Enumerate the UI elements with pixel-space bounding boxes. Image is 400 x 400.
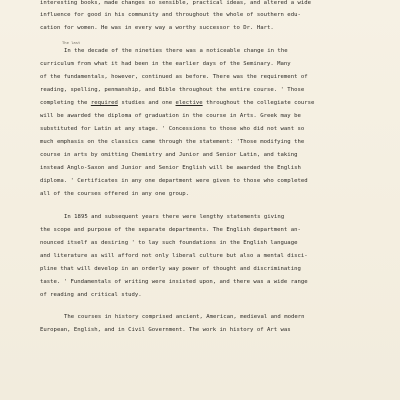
body-line: interesting books, made changes so sensible, practical ideas, and altered a wide	[40, 0, 312, 6]
body-line: taste. ' Fundamentals of writing were insisted upon, and there was a wide range	[40, 279, 308, 285]
body-line: reading, spelling, penmanship, and Bible throughout the entire course. ' Those	[40, 87, 305, 93]
body-line: substituted for Latin at any stage. ' Concessions to those who did not want so	[40, 126, 305, 132]
body-line: In the decade of the nineties there was a noticeable change in the	[64, 48, 288, 54]
body-line: cation for women. He was in every way a worthy successor to Dr. Hart.	[40, 25, 274, 31]
body-line: of the fundamentals, however, continued as before. There was the requirement of	[40, 74, 308, 80]
body-line: In 1895 and subsequent years there were lengthy statements giving	[64, 214, 285, 220]
body-line: The courses in history comprised ancient, American, medieval and modern	[64, 314, 305, 320]
body-line: all of the courses offered in any one group.	[40, 191, 190, 197]
body-line: will be awarded the diploma of graduation in the course in Arts. Greek may be	[40, 113, 301, 119]
body-line: the scope and purpose of the separate departments. The English department an-	[40, 227, 301, 233]
underlined-word: required	[90, 100, 118, 106]
body-line: of reading and critical study.	[40, 292, 142, 298]
body-line: much emphasis on the classics came through the statement: 'Those modifying the	[40, 139, 305, 145]
body-line: curriculum from what it had been in the earlier days of the Seminary. Many	[40, 61, 291, 67]
body-line: instead Anglo-Saxon and Junior and Senior English will be awarded the English	[40, 165, 301, 171]
body-line: influence for good in his community and throughout the whole of southern edu-	[40, 12, 301, 18]
body-line: completing the required studies and one elective throughout the collegiate course	[40, 100, 315, 106]
body-line: European, English, and in Civil Government. The work in history of Art was	[40, 327, 291, 333]
body-line: diploma. ' Certificates in any one department were given to those who completed	[40, 178, 308, 184]
body-line: nounced itself as desiring ' to lay such foundations in the English language	[40, 240, 298, 246]
body-line: course in arts by omitting Chemistry and Junior and Senior Latin, and taking	[40, 152, 298, 158]
handwritten-note: The last	[62, 40, 81, 45]
body-line: and literature as will afford not only liberal culture but also a mental disci-	[40, 253, 308, 259]
body-line: pline that will develop in an orderly way power of thought and discriminating	[40, 266, 301, 272]
underlined-word: elective	[175, 100, 203, 106]
